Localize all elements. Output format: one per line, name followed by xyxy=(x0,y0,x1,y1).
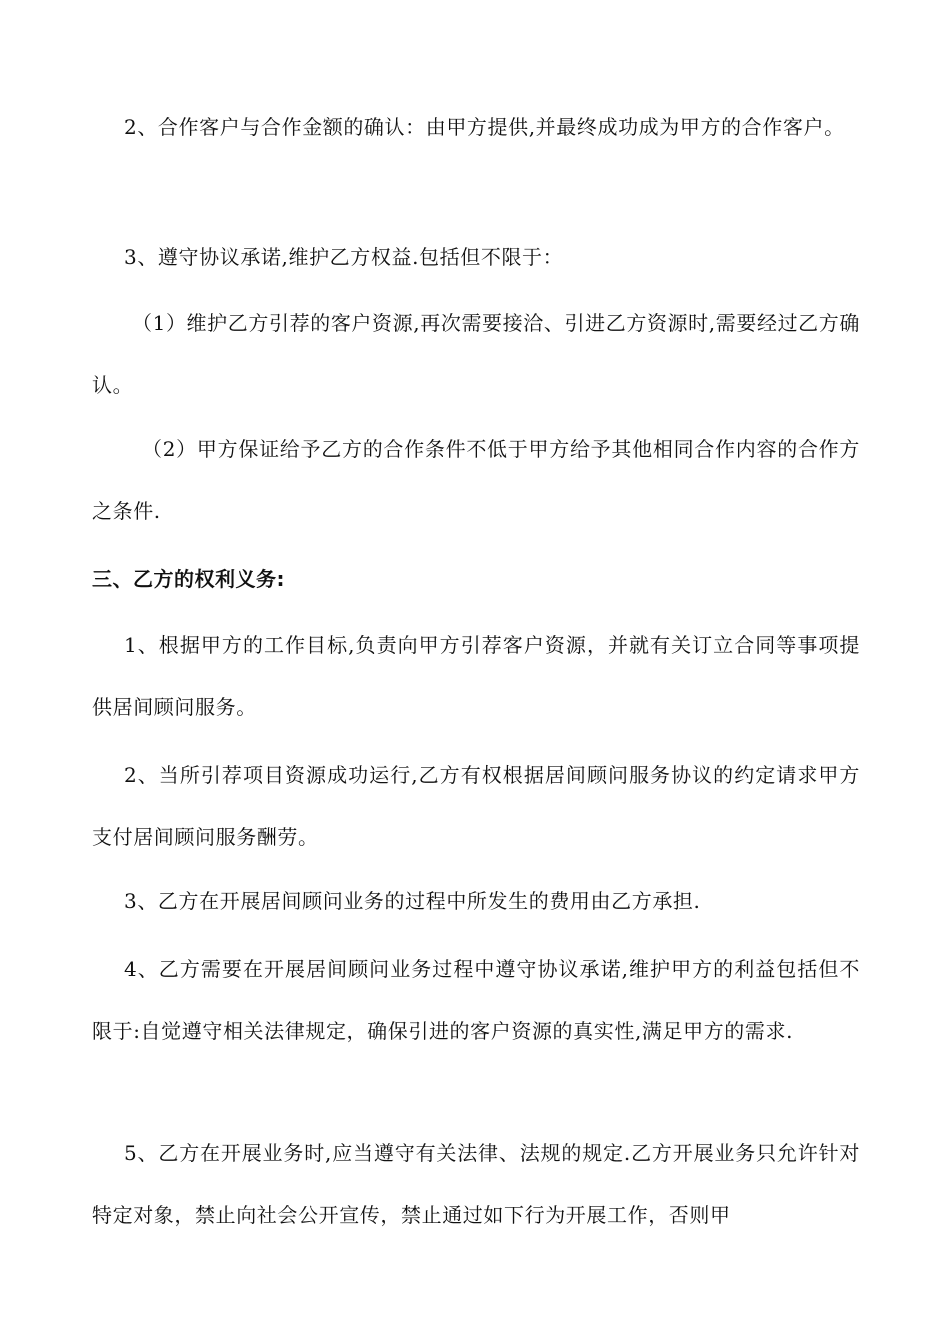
paragraph-b-5-business-restrictions: 5、乙方在开展业务时,应当遵守有关法律、法规的规定.乙方开展业务只允许针对特定对象，禁止向社会公开宣传，禁止通过如下行为开展工作，否则甲 xyxy=(92,1141,860,1227)
paragraph-b-3-expenses: 3、乙方在开展居间顾问业务的过程中所发生的费用由乙方承担. xyxy=(124,889,701,913)
paragraph-b-2-service-fee: 2、当所引荐项目资源成功运行,乙方有权根据居间顾问服务协议的约定请求甲方支付居间顾问服务酬劳。 xyxy=(92,763,860,849)
paragraph-cooperation-confirmation: 2、合作客户与合作金额的确认：由甲方提供,并最终成功成为甲方的合作客户。 xyxy=(124,115,845,139)
paragraph-item-2-cooperation-terms: （2）甲方保证给予乙方的合作条件不低于甲方给予其他相同合作内容的合作方之条件. xyxy=(92,437,860,523)
section-heading-party-b-rights: 三、乙方的权利义务: xyxy=(92,567,285,591)
paragraph-b-4-compliance: 4、乙方需要在开展居间顾问业务过程中遵守协议承诺,维护甲方的利益包括但不限于:自觉遵守相关法律规定，确保引进的客户资源的真实性,满足甲方的需求. xyxy=(92,957,860,1043)
paragraph-b-1-recommend-clients: 1、根据甲方的工作目标,负责向甲方引荐客户资源，并就有关订立合同等事项提供居间顾问服务。 xyxy=(92,633,860,719)
paragraph-agreement-commitment: 3、遵守协议承诺,维护乙方权益.包括但不限于： xyxy=(124,245,564,269)
paragraph-item-1-resource-protection: （1）维护乙方引荐的客户资源,再次需要接洽、引进乙方资源时,需要经过乙方确认。 xyxy=(92,311,860,397)
